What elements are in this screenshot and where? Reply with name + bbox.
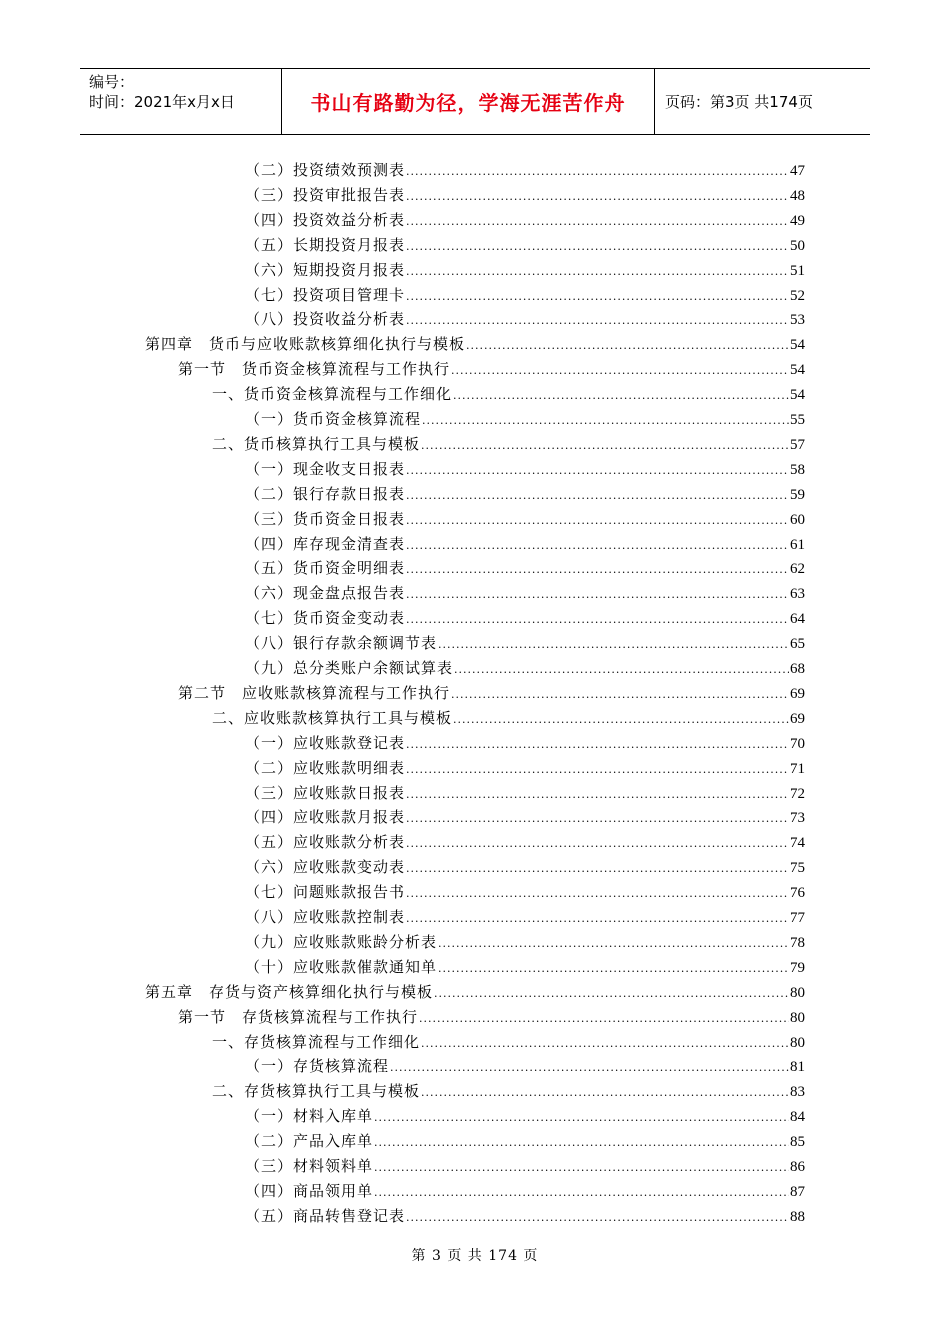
toc-entry-title: （八）应收账款控制表 <box>245 908 406 926</box>
toc-entry[interactable] <box>212 1030 805 1054</box>
toc-dot-leader <box>406 1206 789 1230</box>
toc-entry[interactable] <box>245 307 805 331</box>
toc-entry-title: （五）商品转售登记表 <box>245 1206 406 1225</box>
toc-entry[interactable] <box>245 930 805 954</box>
toc-entry-page: 64 <box>790 611 805 628</box>
toc-entry[interactable] <box>245 283 805 307</box>
toc-entry-title: （二）产品入库单 <box>245 1132 374 1151</box>
toc-dot-leader <box>453 384 789 408</box>
toc-entry-page: 63 <box>790 586 805 603</box>
toc-entry-page: 86 <box>790 1159 805 1175</box>
document-time-label: 时间：2021年x月x日 <box>89 93 235 111</box>
toc-entry[interactable] <box>212 1079 805 1103</box>
toc-dot-leader <box>451 359 789 383</box>
toc-entry-page: 81 <box>790 1059 805 1076</box>
toc-entry-page: 48 <box>790 187 805 204</box>
toc-dot-leader <box>406 235 789 259</box>
toc-entry-page: 80 <box>790 984 805 1001</box>
toc-dot-leader <box>421 1081 789 1105</box>
toc-dot-leader <box>406 907 789 931</box>
toc-entry[interactable] <box>245 482 805 506</box>
toc-entry-page: 60 <box>790 511 805 528</box>
toc-dot-leader <box>421 1032 789 1056</box>
toc-dot-leader <box>434 982 789 1006</box>
toc-dot-leader <box>406 484 789 508</box>
toc-entry[interactable] <box>245 208 805 232</box>
toc-entry-title: 第二节 应收账款核算流程与工作执行 <box>178 683 451 702</box>
toc-entry-title: （九）应收账款账龄分析表 <box>245 932 438 951</box>
toc-entry[interactable] <box>245 1204 805 1228</box>
toc-entry[interactable] <box>245 656 805 680</box>
toc-entry-title: （一）货币资金核算流程 <box>245 410 422 428</box>
toc-dot-leader <box>406 857 789 881</box>
toc-entry-page: 72 <box>790 785 805 802</box>
toc-entry[interactable] <box>245 731 805 755</box>
toc-dot-leader <box>406 509 789 533</box>
toc-entry-page: 83 <box>790 1084 805 1101</box>
toc-entry-page: 87 <box>790 1183 805 1200</box>
toc-entry[interactable] <box>245 581 805 605</box>
toc-entry-title: （九）总分类账户余额试算表 <box>245 659 454 677</box>
toc-dot-leader <box>374 1156 789 1180</box>
toc-entry-title: 第五章 存货与资产核算细化执行与模板 <box>145 982 434 1001</box>
toc-entry-page: 84 <box>790 1109 805 1126</box>
toc-dot-leader <box>438 957 789 981</box>
toc-entry[interactable] <box>212 432 805 456</box>
toc-entry-page: 80 <box>790 1009 805 1026</box>
toc-entry[interactable] <box>245 756 805 780</box>
toc-entry-page: 61 <box>790 536 805 553</box>
toc-entry-page: 49 <box>790 212 805 229</box>
toc-entry[interactable] <box>245 955 805 979</box>
toc-entry[interactable] <box>212 706 805 730</box>
toc-entry[interactable] <box>245 258 805 282</box>
toc-dot-leader <box>451 683 789 707</box>
toc-entry-title: 二、存货核算执行工具与模板 <box>212 1082 421 1101</box>
toc-entry-page: 75 <box>790 860 805 877</box>
toc-entry-page: 73 <box>790 810 805 827</box>
toc-entry[interactable] <box>245 1179 805 1203</box>
toc-entry-title: 二、货币核算执行工具与模板 <box>212 434 421 453</box>
toc-entry[interactable] <box>245 1129 805 1153</box>
toc-entry-page: 52 <box>790 287 805 304</box>
toc-entry-page: 85 <box>790 1134 805 1151</box>
toc-dot-leader <box>406 608 789 632</box>
page-header <box>80 68 870 135</box>
toc-entry-title: （八）投资收益分析表 <box>245 310 406 329</box>
toc-entry-page: 68 <box>790 661 805 677</box>
toc-entry[interactable] <box>245 407 805 431</box>
toc-entry-title: 一、货币资金核算流程与工作细化 <box>212 385 453 404</box>
toc-entry-title: （八）银行存款余额调节表 <box>245 634 438 653</box>
toc-dot-leader <box>374 1131 789 1155</box>
toc-entry-title: （十）应收账款催款通知单 <box>245 957 438 976</box>
toc-dot-leader <box>422 409 789 433</box>
toc-entry-page: 62 <box>790 561 805 578</box>
toc-dot-leader <box>406 260 789 284</box>
toc-entry-page: 80 <box>790 1034 805 1051</box>
toc-entry-title: （三）应收账款日报表 <box>245 783 406 802</box>
toc-entry-title: （五）货币资金明细表 <box>245 559 406 578</box>
toc-entry-title: 一、存货核算流程与工作细化 <box>212 1032 421 1051</box>
toc-dot-leader <box>406 758 789 782</box>
toc-entry-title: 第一节 货币资金核算流程与工作执行 <box>178 360 451 379</box>
toc-entry-page: 70 <box>790 735 805 752</box>
toc-entry[interactable] <box>245 805 805 829</box>
toc-dot-leader <box>406 185 789 209</box>
toc-entry-page: 53 <box>790 312 805 329</box>
toc-entry[interactable] <box>212 382 805 406</box>
toc-entry[interactable] <box>245 158 805 182</box>
toc-entry-title: （六）短期投资月报表 <box>245 260 406 279</box>
toc-entry-page: 79 <box>790 959 805 976</box>
toc-entry-title: （四）商品领用单 <box>245 1181 374 1200</box>
toc-entry-page: 55 <box>790 412 805 428</box>
toc-dot-leader <box>374 1181 789 1205</box>
toc-dot-leader <box>406 807 789 831</box>
toc-dot-leader <box>406 309 789 333</box>
toc-entry-title: （二）应收账款明细表 <box>245 758 406 777</box>
toc-entry-title: （四）库存现金清查表 <box>245 534 406 553</box>
toc-entry[interactable] <box>245 606 805 630</box>
toc-entry-page: 51 <box>790 262 805 279</box>
toc-entry-title: （二）银行存款日报表 <box>245 484 406 503</box>
toc-dot-leader <box>390 1056 789 1080</box>
toc-dot-leader <box>374 1106 789 1130</box>
toc-entry-page: 50 <box>790 237 805 254</box>
toc-entry-page: 47 <box>790 163 805 179</box>
toc-dot-leader <box>406 285 789 309</box>
toc-entry[interactable] <box>178 357 805 381</box>
toc-entry-page: 54 <box>790 337 805 354</box>
toc-entry[interactable] <box>245 507 805 531</box>
toc-entry[interactable] <box>245 781 805 805</box>
toc-dot-leader <box>406 583 789 607</box>
toc-entry[interactable] <box>245 855 805 879</box>
page-footer: 第 3 页 共 174 页 <box>411 1248 539 1264</box>
toc-entry-title: 第四章 货币与应收账款核算细化执行与模板 <box>145 335 466 354</box>
header-page-info: 页码：第3页 共174页 <box>665 93 813 111</box>
toc-entry-title: （一）存货核算流程 <box>245 1057 390 1076</box>
toc-dot-leader <box>406 783 789 807</box>
document-number-label: 编号： <box>89 73 135 91</box>
toc-entry-page: 88 <box>790 1208 805 1225</box>
toc-entry[interactable] <box>178 681 805 705</box>
toc-entry-title: （五）长期投资月报表 <box>245 235 406 254</box>
toc-dot-leader <box>438 932 789 956</box>
toc-dot-leader <box>406 534 789 558</box>
toc-dot-leader <box>466 334 789 358</box>
toc-entry-title: （一）现金收支日报表 <box>245 459 406 478</box>
toc-entry-title: （七）问题账款报告书 <box>245 883 406 902</box>
toc-dot-leader <box>406 882 789 906</box>
toc-entry-page: 71 <box>790 760 805 777</box>
toc-dot-leader <box>406 832 789 856</box>
toc-entry-page: 78 <box>790 934 805 951</box>
toc-entry-title: （五）应收账款分析表 <box>245 833 406 852</box>
toc-entry-title: （六）应收账款变动表 <box>245 858 406 877</box>
header-meta <box>80 69 282 134</box>
toc-entry-page: 65 <box>790 636 805 653</box>
toc-entry[interactable] <box>245 905 805 929</box>
toc-entry-title: （一）材料入库单 <box>245 1107 374 1126</box>
toc-entry[interactable] <box>245 183 805 207</box>
toc-entry-title: 第一节 存货核算流程与工作执行 <box>178 1007 419 1026</box>
toc-entry[interactable] <box>245 556 805 580</box>
toc-entry[interactable] <box>145 332 805 356</box>
toc-entry-title: （一）应收账款登记表 <box>245 733 406 752</box>
toc-dot-leader <box>453 708 789 732</box>
toc-entry-title: （三）投资审批报告表 <box>245 185 406 204</box>
toc-entry[interactable] <box>245 532 805 556</box>
toc-entry-title: 二、应收账款核算执行工具与模板 <box>212 708 453 727</box>
toc-dot-leader <box>406 160 789 184</box>
toc-entry-title: （三）材料领料单 <box>245 1157 374 1175</box>
toc-entry-title: （六）现金盘点报告表 <box>245 584 406 603</box>
toc-entry-title: （四）应收账款月报表 <box>245 808 406 827</box>
toc-entry-title: （四）投资效益分析表 <box>245 210 406 229</box>
toc-dot-leader <box>406 459 789 483</box>
toc-entry[interactable] <box>245 457 805 481</box>
toc-entry-page: 57 <box>790 436 805 453</box>
header-motto: 书山有路勤为径，学海无涯苦作舟 <box>282 69 655 134</box>
toc-entry-page: 54 <box>790 387 805 404</box>
toc-entry[interactable] <box>145 980 805 1004</box>
toc-entry[interactable] <box>245 880 805 904</box>
toc-entry-title: （七）货币资金变动表 <box>245 609 406 628</box>
toc-entry-title: （七）投资项目管理卡 <box>245 285 406 304</box>
toc-dot-leader <box>419 1007 789 1031</box>
toc-dot-leader <box>454 658 789 682</box>
toc-dot-leader <box>406 558 789 582</box>
toc-entry[interactable] <box>245 631 805 655</box>
toc-dot-leader <box>406 733 789 757</box>
toc-entry-page: 74 <box>790 835 805 852</box>
toc-entry-page: 77 <box>790 910 805 926</box>
toc-entry[interactable] <box>245 1054 805 1078</box>
toc-entry-page: 54 <box>790 362 805 379</box>
toc-entry-page: 69 <box>790 685 805 702</box>
toc-dot-leader <box>406 210 789 234</box>
toc-dot-leader <box>438 633 789 657</box>
toc-entry-page: 69 <box>790 710 805 727</box>
toc-entry-page: 76 <box>790 885 805 902</box>
toc-entry-title: （三）货币资金日报表 <box>245 509 406 528</box>
toc-entry-page: 59 <box>790 486 805 503</box>
toc-entry-page: 58 <box>790 461 805 478</box>
toc-entry[interactable] <box>178 1005 805 1029</box>
toc-entry[interactable] <box>245 830 805 854</box>
toc-entry-title: （二）投资绩效预测表 <box>245 161 406 179</box>
toc-entry[interactable] <box>245 1154 805 1178</box>
toc-entry[interactable] <box>245 233 805 257</box>
toc-entry[interactable] <box>245 1104 805 1128</box>
toc-dot-leader <box>421 434 789 458</box>
